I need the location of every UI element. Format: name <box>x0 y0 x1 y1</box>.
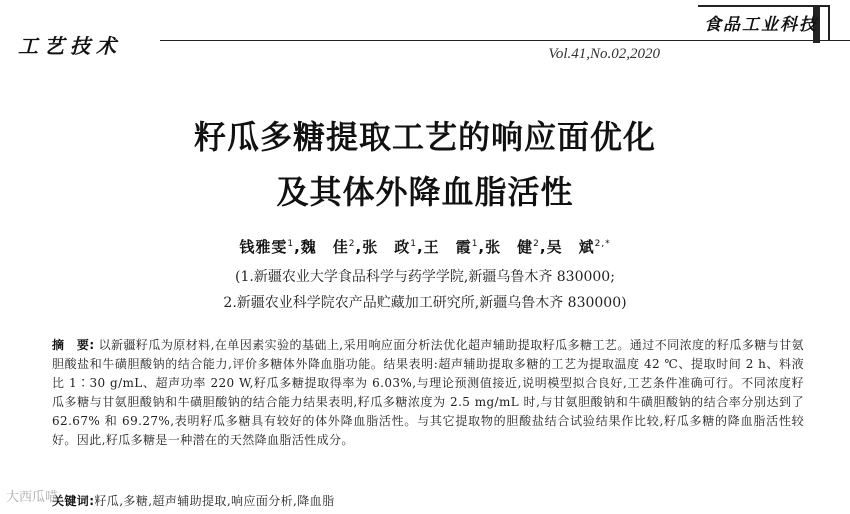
author: 张 政$^1$ <box>362 238 417 256</box>
author: 吴 斌$^{2,*}$ <box>546 238 611 256</box>
author: 钱雅雯$^1$ <box>239 238 295 256</box>
section-name: 工艺技术 <box>18 34 122 58</box>
affiliation-2: 2.新疆农业科学院农产品贮藏加工研究所,新疆乌鲁木齐 830000) <box>223 295 627 311</box>
keywords-text: 籽瓜,多糖,超声辅助提取,响应面分析,降血脂 <box>94 494 335 508</box>
page-header <box>0 0 850 70</box>
journal-name: 食品工业科技 <box>704 15 818 35</box>
author: 张 健$^2$ <box>485 238 540 256</box>
author: 王 霞$^1$ <box>423 238 479 256</box>
issue-info: Vol.41,No.02,2020 <box>548 46 660 62</box>
abstract-label: 摘 要: <box>52 338 95 352</box>
author: 魏 佳$^2$ <box>300 238 356 256</box>
keywords-label: 关键词: <box>52 494 95 508</box>
author-list: 钱雅雯$^1$,魏 佳$^2$,张 政$^1$,王 霞$^1$,张 健$^2$,吴 斌$^{2,*}$ <box>239 238 611 256</box>
watermark: 大西瓜喵 <box>6 490 59 505</box>
paper-title-line-1: 籽瓜多糖提取工艺的响应面优化 <box>193 118 656 156</box>
keywords <box>52 492 804 509</box>
paper-title-line-2: 及其体外降血脂活性 <box>276 173 574 211</box>
affiliation-1: (1.新疆农业大学食品科学与药学学院,新疆乌鲁木齐 830000; <box>235 269 615 285</box>
abstract <box>52 336 804 450</box>
abstract-text: 以新疆籽瓜为原材料,在单因素实验的基础上,采用响应面分析法优化超声辅助提取籽瓜多糖工艺。通过不同浓度的籽瓜多糖与甘氨胆酸盐和牛磺胆酸钠的结合能力,评价多糖体外降血脂功能。结果表明:超声辅助提取多糖的工艺为提取温度 42 ℃、提取时间 2 h、料液比 1∶30 g/mL、超声功率 220 W,籽瓜多糖提取得率为 6.03%,与理论预测值接近,说明模型拟合良好,工艺条件准确可行。不同浓度籽瓜多糖与甘氨胆酸钠和牛磺胆酸钠的结合能力结果表明,籽瓜多糖浓度为 2.5 mg/mL 时,与甘氨胆酸钠和牛磺胆酸钠的结合率分别达到了 62.67% 和 69.27%,表明籽瓜多糖具有较好的体外降血脂活性。与其它提取物的胆酸盐结合试验结果作比较,籽瓜多糖的降血脂活性较好。因此,籽瓜多糖是一种潜在的天然降血脂活性成分。 <box>52 338 804 447</box>
